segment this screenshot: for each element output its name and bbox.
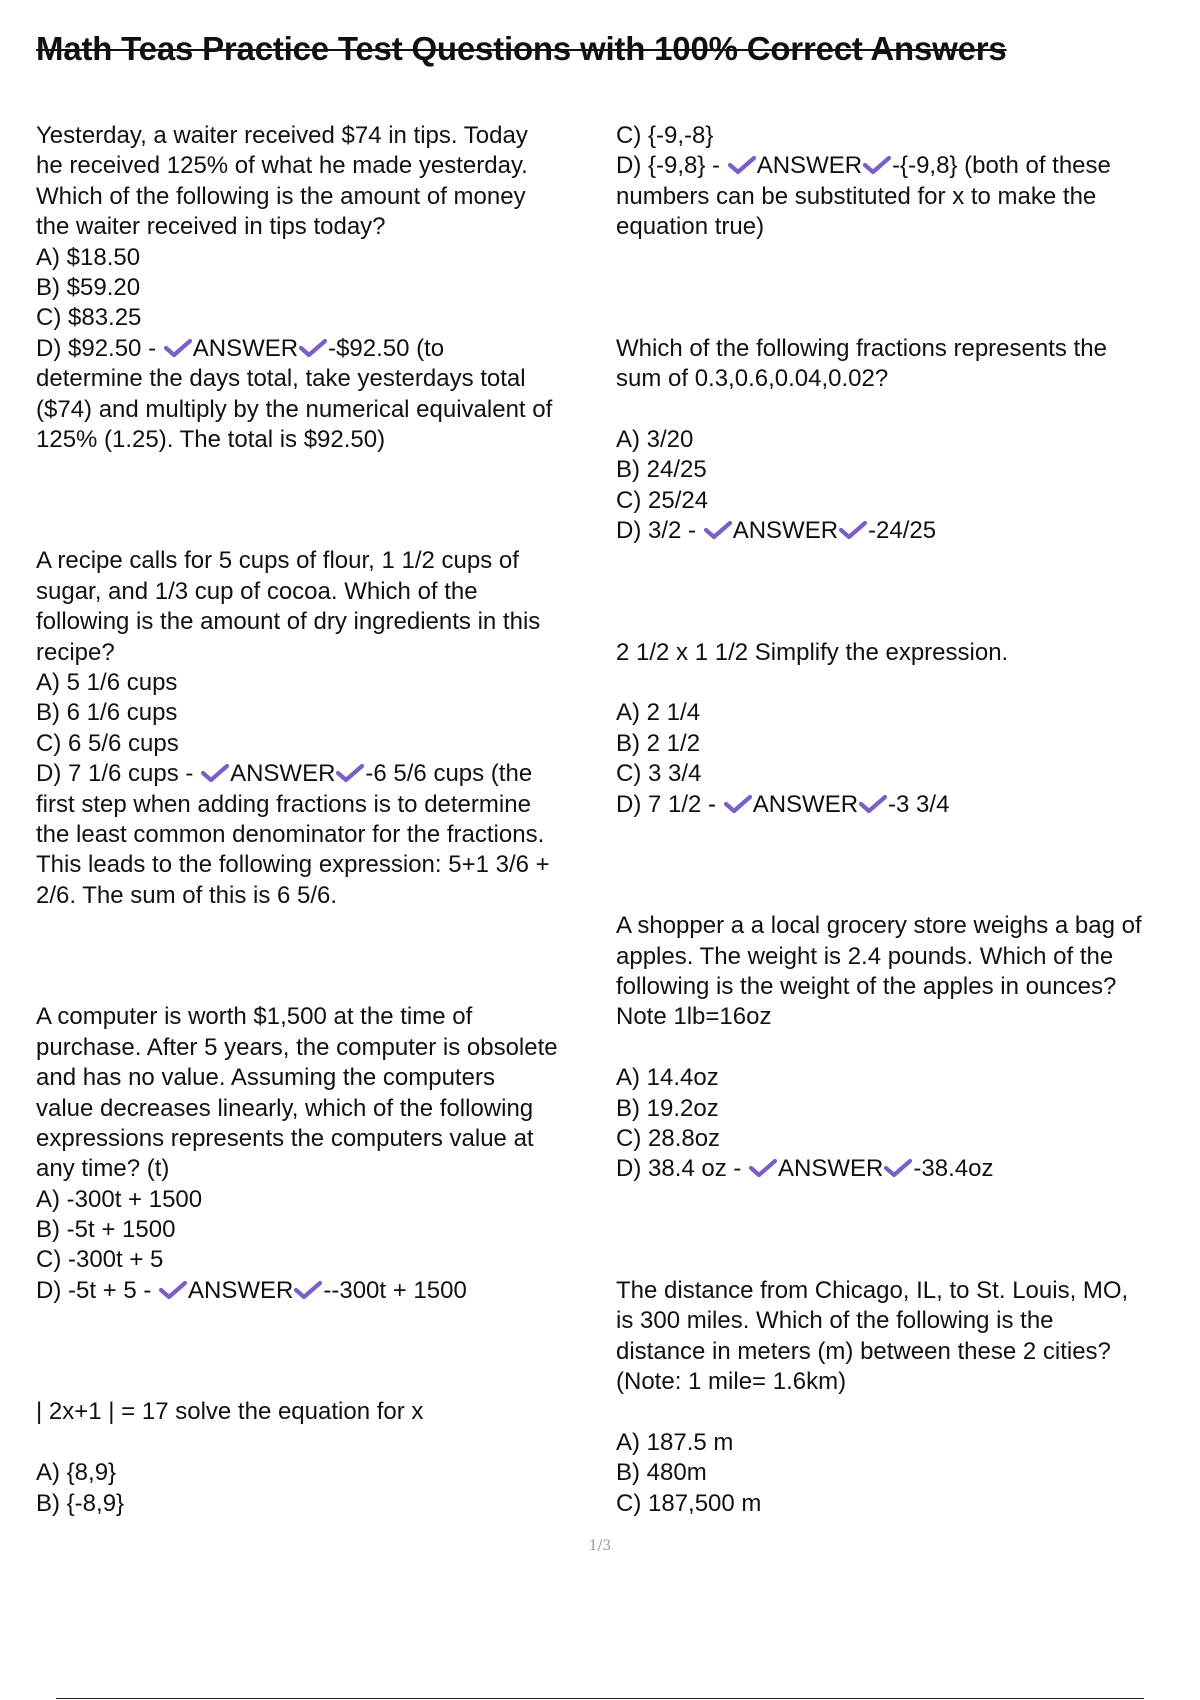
text-line: 2 1/2 x 1 1/2 Simplify the expression. [616, 638, 1009, 666]
text-line: (Note: 1 mile= 1.6km) [616, 1368, 847, 1396]
check-icon [883, 1157, 913, 1179]
blank-line [616, 850, 1196, 880]
answer-choice: D) 3/2 - [616, 517, 703, 545]
text-line: A) 2 1/4 [616, 699, 701, 727]
text-line: expressions represents the computers value at [36, 1124, 534, 1152]
text-line: A) 187.5 m [616, 1428, 734, 1456]
text-line: C) 6 5/6 cups [36, 729, 179, 757]
check-icon [163, 337, 193, 359]
text-line: A) {8,9} [36, 1459, 117, 1487]
blank-line [36, 1306, 611, 1336]
answer-label: ANSWER [230, 760, 336, 788]
text-line: | 2x+1 | = 17 solve the equation for x [36, 1398, 424, 1426]
blank-line [36, 516, 611, 546]
text-line: value decreases linearly, which of the following [36, 1094, 534, 1122]
text-line: A) 3/20 [616, 425, 694, 453]
check-icon [703, 519, 733, 541]
check-icon [335, 762, 365, 784]
blank-line [616, 577, 1196, 607]
right-column [616, 121, 1196, 1519]
text-line: B) 480m [616, 1459, 707, 1487]
answer-value: --300t + 1500 [323, 1276, 467, 1304]
answer-line [36, 759, 611, 789]
text-line: A computer is worth $1,500 at the time of [36, 1003, 473, 1031]
text-line: C) 3 3/4 [616, 760, 702, 788]
text-line: C) 25/24 [616, 486, 709, 514]
text-line: A) $18.50 [36, 243, 141, 271]
answer-choice: D) -5t + 5 - [36, 1276, 159, 1304]
answer-line [616, 151, 1196, 181]
blank-line [36, 455, 611, 485]
check-icon [293, 1279, 323, 1301]
blank-line [616, 820, 1196, 850]
text-line: sum of 0.3,0.6,0.04,0.02? [616, 365, 889, 393]
blank-line [616, 1033, 1196, 1063]
text-line: purchase. After 5 years, the computer is obsolete [36, 1033, 558, 1061]
check-icon [838, 519, 868, 541]
blank-line [36, 1367, 611, 1397]
answer-choice: D) {-9,8} - [616, 152, 727, 180]
footer-rule [56, 1698, 1144, 1699]
text-line: B) 19.2oz [616, 1094, 719, 1122]
text-line: Which of the following fractions represents the [616, 334, 1107, 362]
text-line: 2/6. The sum of this is 6 5/6. [36, 881, 338, 909]
answer-line [616, 1154, 1196, 1184]
text-line: recipe? [36, 638, 115, 666]
text-line: A shopper a a local grocery store weighs a bag of [616, 912, 1142, 940]
text-line: C) 28.8oz [616, 1124, 721, 1152]
answer-label: ANSWER [192, 334, 299, 362]
check-icon [862, 154, 892, 176]
blank-line [36, 972, 611, 1002]
text-line: apples. The weight is 2.4 pounds. Which of the [616, 942, 1114, 970]
check-icon [298, 337, 328, 359]
check-icon [858, 793, 888, 815]
text-line: the waiter received in tips today? [36, 213, 386, 241]
text-line: A) -300t + 1500 [36, 1185, 203, 1213]
blank-line [616, 243, 1196, 273]
text-line: sugar, and 1/3 cup of cocoa. Which of the [36, 577, 478, 605]
text-line: Note 1lb=16oz [616, 1003, 772, 1031]
text-line: The distance from Chicago, IL, to St. Louis, MO, [616, 1276, 1129, 1304]
text-line: B) 2 1/2 [616, 729, 701, 757]
text-line: A) 14.4oz [616, 1064, 719, 1092]
text-line: C) $83.25 [36, 304, 142, 332]
answer-value: -3 3/4 [888, 790, 950, 818]
text-line: B) -5t + 1500 [36, 1216, 176, 1244]
answer-choice: D) 7 1/2 - [616, 790, 723, 818]
text-line: numbers can be substituted for x to make the [616, 182, 1097, 210]
text-line: This leads to the following expression: 5+1 3/6 + [36, 851, 550, 879]
text-line: following is the amount of dry ingredients in this [36, 608, 541, 636]
answer-label: ANSWER [778, 1155, 884, 1183]
blank-line [36, 942, 611, 972]
check-icon [748, 1157, 778, 1179]
blank-line [36, 911, 611, 941]
text-line: the least common denominator for the fractions. [36, 820, 545, 848]
text-line: C) 187,500 m [616, 1489, 762, 1517]
text-line: B) {-8,9} [36, 1489, 125, 1517]
answer-label: ANSWER [756, 152, 863, 180]
answer-choice: D) $92.50 - [36, 334, 163, 362]
text-line: distance in meters (m) between these 2 cities? [616, 1337, 1111, 1365]
blank-line [616, 546, 1196, 576]
text-line: B) $59.20 [36, 273, 141, 301]
check-icon [200, 762, 230, 784]
answer-choice: D) 7 1/6 cups - [36, 760, 201, 788]
answer-choice: D) 38.4 oz - [616, 1155, 749, 1183]
check-icon [158, 1279, 188, 1301]
blank-line [616, 607, 1196, 637]
blank-line [616, 1215, 1196, 1245]
blank-line [36, 486, 611, 516]
text-line: C) {-9,-8} [616, 122, 714, 149]
check-icon [723, 793, 753, 815]
text-line: C) -300t + 5 [36, 1246, 164, 1274]
answer-value: -{-9,8} (both of these [892, 152, 1111, 180]
blank-line [616, 1185, 1196, 1215]
text-line: first step when adding fractions is to determine [36, 790, 531, 818]
text-line: determine the days total, take yesterdays total [36, 365, 526, 393]
blank-line [616, 881, 1196, 911]
text-line: A) 5 1/6 cups [36, 669, 178, 697]
blank-line [616, 1397, 1196, 1427]
text-line: A recipe calls for 5 cups of flour, 1 1/2 cups of [36, 547, 519, 575]
answer-label: ANSWER [732, 517, 839, 545]
text-line: ($74) and multiply by the numerical equivalent of [36, 395, 553, 423]
answer-label: ANSWER [188, 1276, 294, 1304]
text-line: is 300 miles. Which of the following is the [616, 1307, 1054, 1335]
text-line: he received 125% of what he made yesterday. [36, 152, 528, 180]
answer-line [616, 790, 1196, 820]
answer-line [36, 1276, 611, 1306]
text-line: and has no value. Assuming the computers [36, 1064, 495, 1092]
blank-line [36, 1428, 611, 1458]
blank-line [616, 1245, 1196, 1275]
answer-value: -6 5/6 cups (the [365, 760, 533, 788]
answer-line [36, 334, 611, 364]
text-line: any time? (t) [36, 1155, 170, 1183]
document-title: Math Teas Practice Test Questions with 100% Correct Answers [36, 30, 1007, 67]
text-line: B) 6 1/6 cups [36, 699, 178, 727]
text-line: 125% (1.25). The total is $92.50) [36, 425, 386, 453]
blank-line [616, 273, 1196, 303]
answer-line [616, 516, 1196, 546]
text-line: following is the weight of the apples in ounces? [616, 972, 1117, 1000]
blank-line [616, 303, 1196, 333]
text-line: B) 24/25 [616, 456, 707, 484]
text-line: equation true) [616, 213, 765, 241]
blank-line [616, 395, 1196, 425]
check-icon [727, 154, 757, 176]
answer-label: ANSWER [752, 790, 859, 818]
text-line: Yesterday, a waiter received $74 in tips. Today [36, 122, 528, 149]
text-line: Which of the following is the amount of money [36, 182, 526, 210]
page-number: 1/3 [588, 1538, 612, 1554]
answer-value: -$92.50 (to [328, 334, 445, 362]
blank-line [36, 1337, 611, 1367]
answer-value: -24/25 [868, 517, 937, 545]
left-column [36, 121, 611, 1519]
answer-value: -38.4oz [913, 1155, 994, 1183]
blank-line [616, 668, 1196, 698]
